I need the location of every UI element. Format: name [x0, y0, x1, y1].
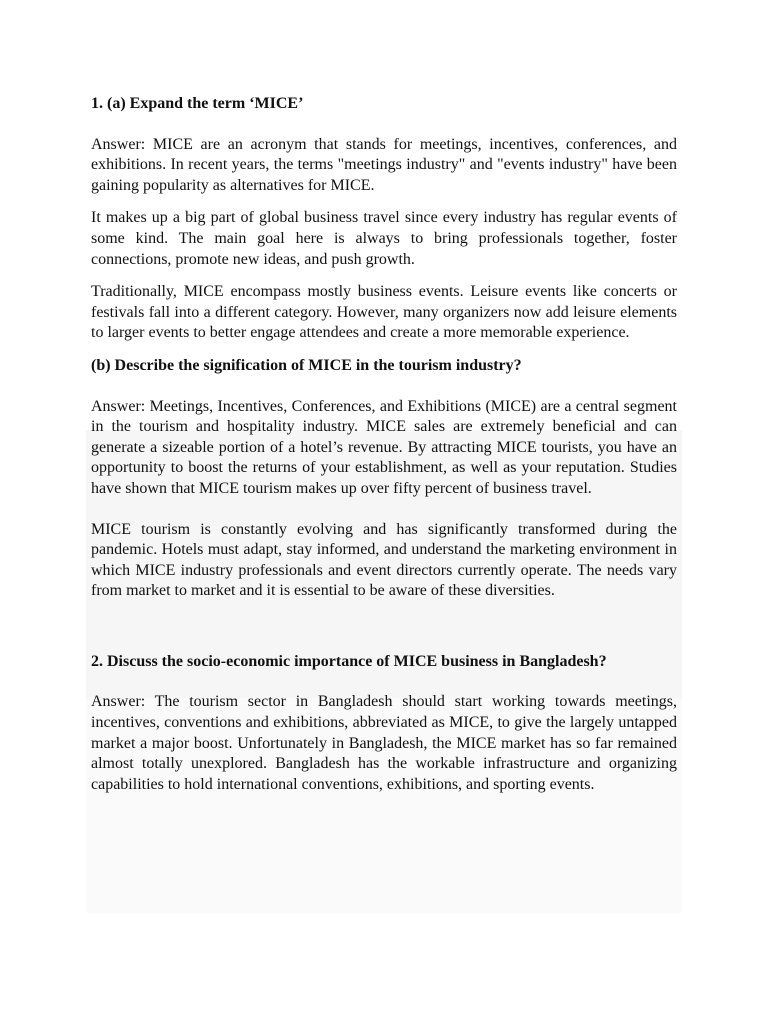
- question-1a-answer-paragraph-1: Answer: MICE are an acronym that stands for meetings, incentives, conferences, and exhibitions. In recent years, the terms "meetings industry" and "events industry" have been gaining popularity as alternatives for MICE.: [91, 135, 677, 194]
- question-2-answer-paragraph-1: Answer: The tourism sector in Bangladesh should start working towards meetings, incentives, conventions and exhibitions, abbreviated as MICE, to give the largely untapped market a major boost. Unfortunately in Bangladesh, the MICE market has so far remained almost totally unexplored. Bangladesh has the workable infrastructure and organizing capabilities to hold international conventions, exhibitions, and sporting events.: [91, 693, 677, 793]
- question-1b-answer-paragraph-1: Answer: Meetings, Incentives, Conferences, and Exhibitions (MICE) are a central segment in the tourism and hospitality industry. MICE sales are extremely beneficial and can generate a sizeable portion of a hotel’s revenue. By attracting MICE tourists, you have an opportunity to boost the returns of your establishment, as well as your reputation. Studies have shown that MICE tourism makes up over fifty percent of business travel.: [91, 397, 677, 497]
- question-2-heading: 2. Discuss the socio-economic importance of MICE business in Bangladesh?: [91, 652, 607, 670]
- question-1a-answer-paragraph-2: It makes up a big part of global business travel since every industry has regular events of some kind. The main goal here is always to bring professionals together, foster connections, promote new ideas, and push growth.: [91, 209, 677, 268]
- question-1b-heading: (b) Describe the signification of MICE in the tourism industry?: [91, 356, 522, 374]
- document-body: [91, 94, 677, 795]
- question-1b-answer-paragraph-2: MICE tourism is constantly evolving and has significantly transformed during the pandemic. Hotels must adapt, stay informed, and understand the marketing environment in which MICE industry professionals and event directors currently operate. The needs vary from market to market and it is essential to be aware of these diversities.: [91, 520, 677, 600]
- question-1a-answer-paragraph-3: Traditionally, MICE encompass mostly business events. Leisure events like concerts or festivals fall into a different category. However, many organizers now add leisure elements to larger events to better engage attendees and create a more memorable experience.: [91, 283, 677, 342]
- question-1-heading: 1. (a) Expand the term ‘MICE’: [91, 95, 304, 112]
